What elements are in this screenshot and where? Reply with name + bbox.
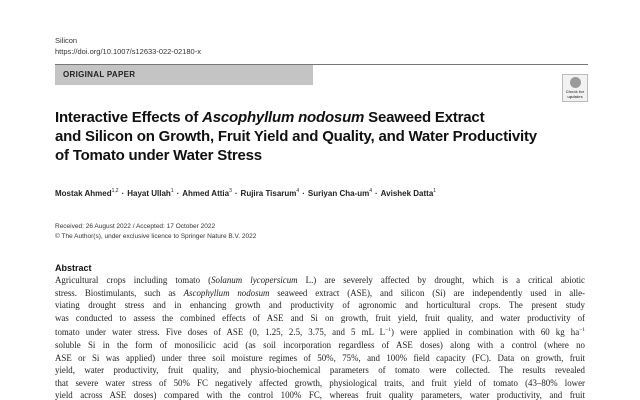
abstract-line: was conducted to assess the combined effects of ASE and Si on growth, fruit yield, fruit quality, and water productivity of <box>55 312 585 323</box>
author-list <box>55 188 436 198</box>
journal-name: Silicon <box>55 36 78 45</box>
author-separator: · <box>375 189 378 198</box>
check-updates-line2: updates <box>567 94 583 99</box>
author-affiliation: 1 <box>433 188 437 194</box>
title-line-2: and Silicon on Growth, Fruit Yield and Quality, and Water Productivity <box>55 128 537 145</box>
author-name: Hayat Ullah <box>127 189 171 198</box>
abstract-line: ASE or Si was applied) under three soil moisture regimes of 50%, 75%, and 100% field capacity (FC). Data on growth, fruit <box>55 352 585 363</box>
abstract-line: yield across ASE doses) compared with the control 100% FC, whereas fruit quality parameters, water productivity, and fruit <box>55 390 585 400</box>
author[interactable] <box>308 189 372 198</box>
received-accepted-dates: Received: 26 August 2022 / Accepted: 17 October 2022 <box>55 223 216 230</box>
author-separator: · <box>176 189 180 198</box>
author-name: Rujira Tisarum <box>240 189 297 198</box>
author-separator: · <box>234 189 238 198</box>
abstract-line: Agricultural crops including tomato (Solanum lycopersicum L.) are severely affected by drought, which is a critical abiotic <box>55 275 585 285</box>
copyright-notice: © The Author(s), under exclusive licence to Springer Nature B.V. 2022 <box>55 233 257 240</box>
abstract-line: soluble Si in the form of monosilicic acid (as soil incorporation regardless of ASE doses) along with a control (where no <box>55 339 585 350</box>
publication-dates <box>55 222 256 242</box>
abstract-line: viating drought stress and in enhancing growth and productivity of agronomic and horticultural crops. The present study <box>55 300 585 311</box>
check-for-updates-label <box>564 89 586 99</box>
title-text: Interactive Effects of <box>55 109 203 126</box>
author-separator: · <box>121 189 125 198</box>
author-affiliation: 1,2 <box>111 188 119 194</box>
author-affiliation: 3 <box>229 188 232 194</box>
title-line-3: of Tomato under Water Stress <box>55 147 262 164</box>
author[interactable] <box>127 189 173 198</box>
author-affiliation: 4 <box>369 188 372 194</box>
author[interactable] <box>381 189 436 198</box>
paper-type-label: ORIGINAL PAPER <box>63 70 136 79</box>
author[interactable] <box>182 189 232 198</box>
author-name: Ahmed Attia <box>182 189 230 198</box>
author-affiliation: 1 <box>170 188 174 194</box>
check-for-updates-button[interactable] <box>562 74 588 102</box>
author-name: Mostak Ahmed <box>55 189 112 198</box>
abstract-heading: Abstract <box>55 263 92 273</box>
abstract-line: stress. Biostimulants, such as Ascophyllum nodosum seaweed extract (ASE), and silicon (Si) are independently used in alle- <box>55 287 585 298</box>
author-affiliation: 4 <box>296 188 300 194</box>
check-updates-line1: Check for <box>565 89 585 94</box>
author-name: Avishek Datta <box>380 189 434 198</box>
abstract-line: yield, water productivity, fruit quality, and physio-biochemical parameters of tomato were collected. The results revealed <box>55 365 585 376</box>
check-for-updates-icon <box>570 77 581 88</box>
abstract-line: tomato under water stress. Five doses of ASE (0, 1.25, 2.5, 3.75, and 5 mL $L^{-1}$) were applied in combination with 60 kg $ha^{-1}$ <box>55 327 586 338</box>
author-name: Suriyan Cha-um <box>307 189 370 198</box>
abstract-line: that severe water stress of 50% FC negatively affected growth, physiological traits, and fruit yield of tomato (43–80% lower <box>55 377 585 388</box>
author-separator: · <box>302 189 305 198</box>
title-species: Ascophyllum nodosum <box>202 109 365 126</box>
author[interactable] <box>241 189 300 198</box>
abstract-body <box>55 274 585 400</box>
paper-title <box>55 108 575 165</box>
author[interactable] <box>55 189 119 198</box>
title-text: Seaweed Extract <box>364 109 485 126</box>
doi-link[interactable]: https://doi.org/10.1007/s12633-022-02180-x <box>55 47 201 56</box>
